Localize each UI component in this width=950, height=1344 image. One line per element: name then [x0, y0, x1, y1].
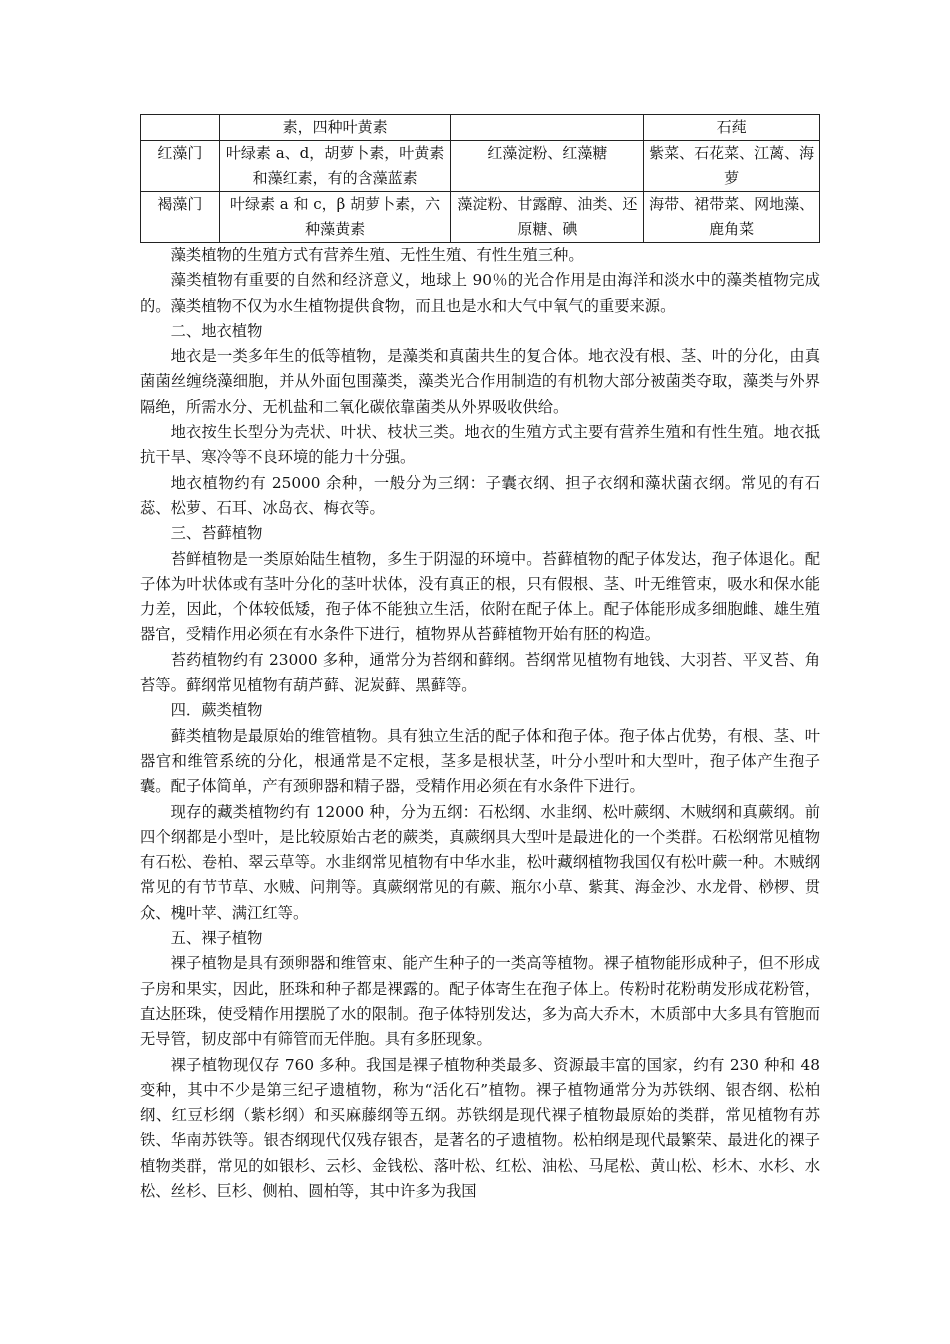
table-cell: 石莼	[644, 115, 820, 141]
table-cell: 红藻门	[141, 141, 220, 192]
table-cell: 素，四种叶黄素	[219, 115, 450, 141]
body-text	[140, 243, 820, 1204]
table-cell: 红藻淀粉、红藻糖	[451, 141, 644, 192]
table-cell	[451, 115, 644, 141]
section-heading: 四．蕨类植物	[170, 701, 263, 720]
document-page	[140, 114, 820, 1204]
algae-table	[140, 114, 820, 243]
table-row	[141, 141, 820, 192]
paragraph: 裸子植物现仅存 760 多种。我国是裸子植物种类最多、资源最丰富的国家，约有 230 种和 48 变种，其中不少是第三纪孑遗植物，称为“活化石”植物。裸子植物通常分为苏铁纲、银杏纲、松柏纲、红豆杉纲（紫杉纲）和买麻藤纲等五纲。苏铁纲是现代裸子植物最原始的类群，常见植物有苏铁、华南苏铁等。银杏纲现代仅残存银杏，是著名的孑遗植物。松柏纲是现代最繁荣、最进化的裸子植物类群，常见的如银杉、云杉、金钱松、落叶松、红松、油松、马尾松、黄山松、杉木、水杉、水松、丝杉、巨杉、侧柏、圆柏等，其中许多为我国	[140, 1055, 820, 1200]
table-cell: 紫菜、石花菜、江蓠、海萝	[644, 141, 820, 192]
table-cell: 藻淀粉、甘露醇、油类、还原糖、碘	[451, 192, 644, 243]
paragraph: 现存的藏类植物约有 12000 种，分为五纲：石松纲、水韭纲、松叶蕨纲、木贼纲和真蕨纲。前四个纲都是小型叶，是比较原始古老的蕨类，真蕨纲具大型叶是最进化的一个类群。石松纲常见植物有石松、卷柏、翠云草等。水韭纲常见植物有中华水韭，松叶藏纲植物我国仅有松叶蕨一种。木贼纲常见的有节节草、水贼、问荆等。真蕨纲常见的有蕨、瓶尔小草、紫萁、海金沙、水龙骨、桫椤、贯众、槐叶苹、满江红等。	[140, 802, 820, 922]
table-row	[141, 192, 820, 243]
paragraph: 苔鲜植物是一类原始陆生植物，多生于阴湿的环境中。苔藓植物的配子体发达，孢子体退化。配子体为叶状体或有茎叶分化的茎叶状体，没有真正的根，只有假根、茎、叶无维管束，吸水和保水能力差，因此，个体较低矮，孢子体不能独立生活，依附在配子体上。配子体能形成多细胞雌、雄生殖器官，受精作用必须在有水条件下进行，植物界从苔藓植物开始有胚的构造。	[140, 549, 820, 644]
paragraph: 地衣按生长型分为壳状、叶状、枝状三类。地衣的生殖方式主要有营养生殖和有性生殖。地衣抵抗干旱、寒冷等不良环境的能力十分强。	[140, 423, 820, 467]
table-cell: 海带、裙带菜、网地藻、鹿角菜	[644, 192, 820, 243]
section-heading: 二、地衣植物	[170, 321, 263, 340]
table-cell: 褐藻门	[141, 192, 220, 243]
table-cell	[141, 115, 220, 141]
section-heading: 五、裸子植物	[170, 929, 263, 948]
paragraph: 地衣是一类多年生的低等植物，是藻类和真菌共生的复合体。地衣没有根、茎、叶的分化，由真菌菌丝缠绕藻细胞，并从外面包围藻类，藻类光合作用制造的有机物大部分被菌类夺取，藻类与外界隔绝，所需水分、无机盐和二氧化碳依靠菌类从外界吸收供给。	[140, 347, 820, 416]
table-cell: 叶绿素 a 和 c，β 胡萝卜素，六种藻黄素	[219, 192, 450, 243]
paragraph: 苔药植物约有 23000 多种，通常分为苔纲和藓纲。苔纲常见植物有地钱、大羽苔、平叉苔、角苔等。藓纲常见植物有葫芦藓、泥炭藓、黑藓等。	[140, 650, 820, 695]
table-cell: 叶绿素 a、d，胡萝卜素，叶黄素和藻红素，有的含藻蓝素	[219, 141, 450, 192]
paragraph: 裸子植物是具有颈卵器和维管束、能产生种子的一类高等植物。裸子植物能形成种子，但不形成子房和果实，因此，胚珠和种子都是裸露的。配子体寄生在孢子体上。传粉时花粉萌发形成花粉管，直达胚珠，使受精作用摆脱了水的限制。孢子体特别发达，多为高大乔木，木质部中大多具有管胞而无导管，韧皮部中有筛管而无伴胞。具有多胚现象。	[140, 954, 820, 1049]
paragraph: 藓类植物是最原始的维管植物。具有独立生活的配子体和孢子体。孢子体占优势，有根、茎、叶器官和维管系统的分化，根通常是不定根，茎多是根状茎，叶分小型叶和大型叶，孢子体产生孢子囊。配子体简单，产有颈卵器和精子器，受精作用必须在有水条件下进行。	[140, 726, 820, 796]
paragraph: 藻类植物有重要的自然和经济意义，地球上 90％的光合作用是由海洋和淡水中的藻类植物完成的。藻类植物不仅为水生植物提供食物，而且也是水和大气中氧气的重要来源。	[140, 271, 820, 315]
paragraph: 地衣植物约有 25000 余种，一般分为三纲：子囊衣纲、担子衣纲和藻状菌衣纲。常见的有石蕊、松萝、石耳、冰岛衣、梅衣等。	[140, 473, 820, 517]
section-heading: 三、苔藓植物	[170, 524, 263, 543]
table-row	[141, 115, 820, 141]
paragraph: 藻类植物的生殖方式有营养生殖、无性生殖、有性生殖三种。	[170, 246, 584, 264]
